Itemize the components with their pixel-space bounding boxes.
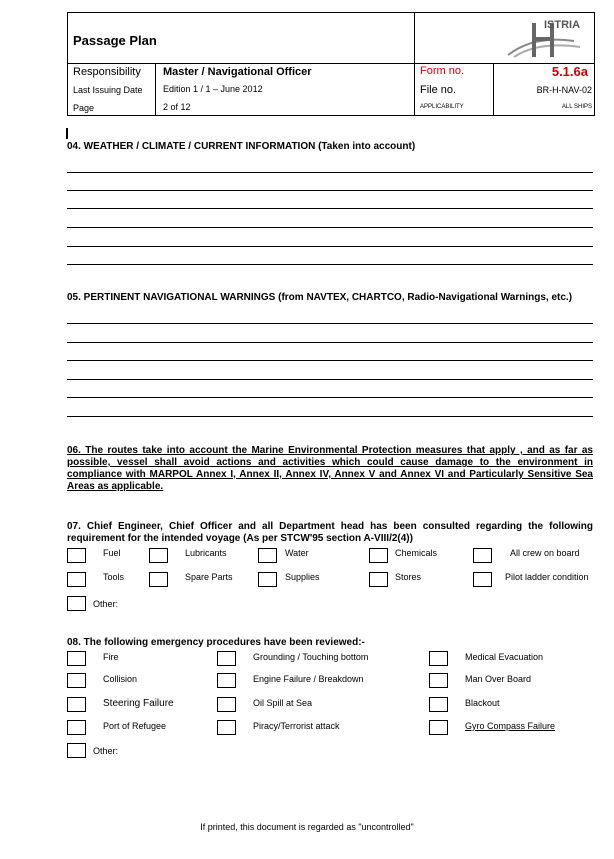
- checkbox-chemicals[interactable]: [369, 548, 388, 563]
- checkbox-man-over-board[interactable]: [429, 673, 448, 688]
- answer-line[interactable]: [67, 360, 593, 361]
- checkbox-fire[interactable]: [67, 651, 86, 666]
- checkbox-water[interactable]: [258, 548, 277, 563]
- checkbox-label: Piracy/Terrorist attack: [253, 721, 340, 731]
- checkbox-label: Engine Failure / Breakdown: [253, 674, 364, 684]
- checkbox-label: All crew on board: [510, 548, 580, 558]
- company-logo: ISTRIA: [504, 17, 592, 59]
- page-label: Page: [73, 103, 95, 113]
- answer-line[interactable]: [67, 190, 593, 191]
- checkbox-lubricants[interactable]: [149, 548, 168, 563]
- checkbox-piracy[interactable]: [217, 720, 236, 735]
- checkbox-supplies[interactable]: [258, 572, 277, 587]
- checkbox-label: Port of Refugee: [103, 721, 167, 731]
- checkbox-other-08[interactable]: [67, 743, 86, 758]
- answer-line[interactable]: [67, 208, 593, 209]
- issuing-date-value: Edition 1 / 1 – June 2012: [163, 84, 263, 94]
- checkbox-pilot-ladder[interactable]: [473, 572, 492, 587]
- answer-line[interactable]: [67, 342, 593, 343]
- checkbox-grounding[interactable]: [217, 651, 236, 666]
- checkbox-label: Grounding / Touching bottom: [253, 652, 369, 662]
- checkbox-label: Other:: [93, 599, 119, 609]
- checkbox-label: Chemicals: [395, 548, 438, 558]
- checkbox-label: Fire: [103, 652, 119, 662]
- checkbox-label: Stores: [395, 572, 422, 582]
- checkbox-label: Water: [285, 548, 309, 558]
- page-value: 2 of 12: [163, 102, 191, 112]
- header-table: [67, 12, 595, 116]
- checkbox-label: Lubricants: [185, 548, 227, 558]
- checkbox-label: Oil Spill at Sea: [253, 698, 313, 708]
- section-04-title: 04. WEATHER / CLIMATE / CURRENT INFORMATION (Taken into account): [67, 141, 416, 152]
- checkbox-oil-spill[interactable]: [217, 697, 236, 712]
- answer-line[interactable]: [67, 227, 593, 228]
- checkbox-blackout[interactable]: [429, 697, 448, 712]
- answer-line[interactable]: [67, 323, 593, 324]
- text-cursor: [66, 128, 68, 139]
- answer-line[interactable]: [67, 246, 593, 247]
- checkbox-stores[interactable]: [369, 572, 388, 587]
- answer-line[interactable]: [67, 397, 593, 398]
- issuing-date-label: Last Issuing Date: [73, 85, 143, 95]
- document-title: Passage Plan: [73, 33, 157, 48]
- checkbox-all-crew[interactable]: [473, 548, 492, 563]
- checkbox-label: Blackout: [465, 698, 500, 708]
- file-value: BR-H-NAV-02: [536, 85, 592, 95]
- answer-line[interactable]: [67, 416, 593, 417]
- form-label: Form no.: [420, 65, 465, 77]
- checkbox-label: Steering Failure: [103, 698, 174, 709]
- responsibility-label: Responsibility: [73, 66, 141, 78]
- checkbox-label: Other:: [93, 746, 119, 756]
- checkbox-steering-failure[interactable]: [67, 697, 86, 712]
- checkbox-label: Spare Parts: [185, 572, 233, 582]
- checkbox-fuel[interactable]: [67, 548, 86, 563]
- checkbox-label: Collision: [103, 674, 138, 684]
- checkbox-label: Pilot ladder condition: [505, 572, 589, 582]
- file-label: File no.: [420, 84, 457, 96]
- checkbox-label: Medical Evacuation: [465, 652, 544, 662]
- checkbox-label: Supplies: [285, 572, 320, 582]
- checkbox-label: Gyro Compass Failure: [465, 721, 556, 731]
- checkbox-engine-failure[interactable]: [217, 673, 236, 688]
- answer-line[interactable]: [67, 379, 593, 380]
- section-08-title: 08. The following emergency procedures have been reviewed:-: [67, 637, 365, 648]
- checkbox-medical-evacuation[interactable]: [429, 651, 448, 666]
- answer-line[interactable]: [67, 264, 593, 265]
- section-07-text: 07. Chief Engineer, Chief Officer and all Department head has been consulted regarding the following requirement for the intended voyage (As per STCW'95 section A-VIII/2(4)): [67, 521, 593, 544]
- checkbox-other-07[interactable]: [67, 596, 86, 611]
- checkbox-tools[interactable]: [67, 572, 86, 587]
- checkbox-label: Man Over Board: [465, 674, 532, 684]
- checkbox-port-of-refugee[interactable]: [67, 720, 86, 735]
- section-06-text: 06. The routes take into account the Marine Environmental Protection measures that apply , and as far as possible, vessel shall avoid actions and activities which could cause damage to the environment in compliance with MARPOL Annex I, Annex II, Annex IV, Annex V and Annex VI and Particularly Sensitive Sea Areas as applicable.: [67, 445, 593, 492]
- checkbox-collision[interactable]: [67, 673, 86, 688]
- checkbox-label: Tools: [103, 572, 125, 582]
- form-value: 5.1.6a: [551, 64, 588, 79]
- applicability-value: ALL SHIPS: [561, 104, 592, 110]
- checkbox-gyro-failure[interactable]: [429, 720, 448, 735]
- checkbox-spare-parts[interactable]: [149, 572, 168, 587]
- answer-line[interactable]: [67, 172, 593, 173]
- applicability-label: APPLICABILITY: [420, 104, 464, 110]
- checkbox-label: Fuel: [103, 548, 121, 558]
- section-05-title: 05. PERTINENT NAVIGATIONAL WARNINGS (from NAVTEX, CHARTCO, Radio-Navigational Warnings, etc.): [67, 292, 573, 303]
- footer-note: If printed, this document is regarded as "uncontrolled": [200, 822, 414, 832]
- responsibility-value: Master / Navigational Officer: [163, 66, 312, 78]
